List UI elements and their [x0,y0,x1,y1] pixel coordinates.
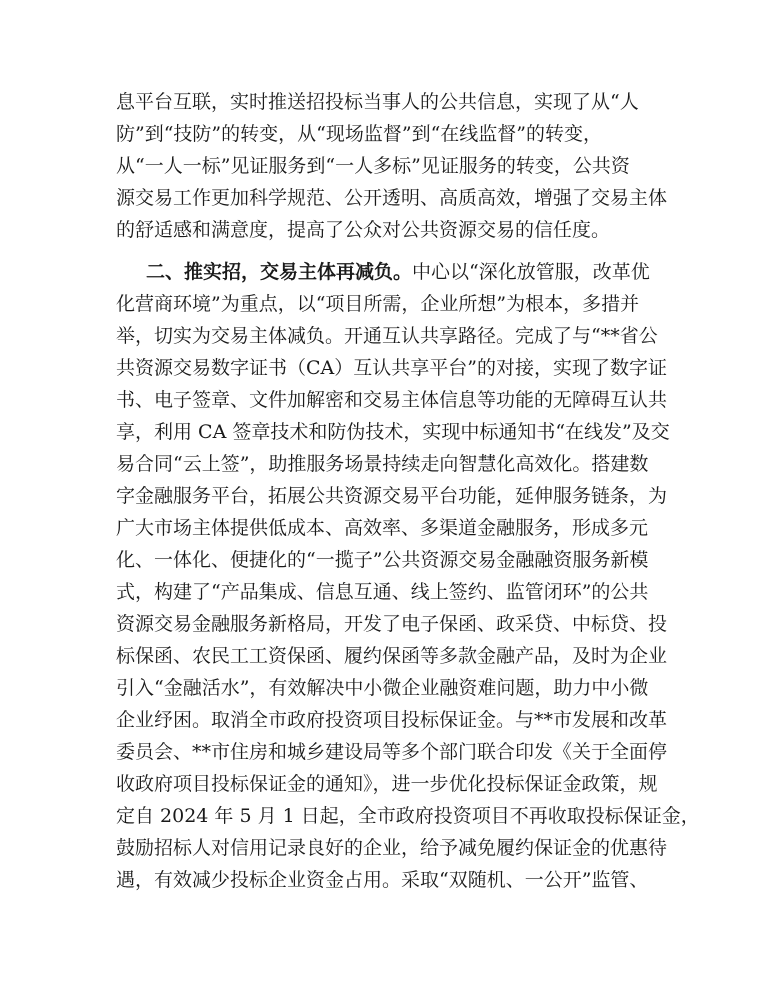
section-first-line [146,260,650,284]
section-heading: 二、推实招，交易主体再减负。 [146,261,413,283]
paragraph-line: 定自 2024 年 5 月 1 日起，全市政府投资项目不再收取投标保证金， [116,805,700,827]
paragraph-line: 共资源交易数字证书（CA）互认共享平台”的对接，实现了数字证 [116,357,667,379]
paragraph-line: 资源交易金融服务新格局，开发了电子保函、政采贷、中标贷、投 [116,613,668,635]
paragraph-line: 遇，有效减少投标企业资金占用。采取“双随机、一公开”监管、 [116,869,649,891]
paragraph-line: 式，构建了“产品集成、信息互通、线上签约、监管闭环”的公共 [116,581,649,603]
paragraph-line: 易合同“云上签”，助推服务场景持续走向智慧化高效化。搭建数 [116,453,649,475]
paragraph-line: 举，切实为交易主体减负。开通互认共享路径。完成了与“**省公 [116,325,658,347]
paragraph-line: 字金融服务平台，拓展公共资源交易平台功能，延伸服务链条，为 [116,485,668,507]
paragraph-line: 从“一人一标”见证服务到“一人多标”见证服务的转变，公共资 [116,155,630,177]
paragraph-line: 息平台互联，实时推送招投标当事人的公共信息，实现了从“人 [116,91,639,113]
paragraph-line: 委员会、**市住房和城乡建设局等多个部门联合印发《关于全面停 [116,741,668,763]
paragraph-line: 引入“金融活水”，有效解决中小微企业融资难问题，助力中小微 [116,677,649,699]
paragraph-line: 化营商环境”为重点，以“项目所需，企业所想”为根本，多措并 [116,293,640,315]
paragraph-line: 企业纾困。取消全市政府投资项目投标保证金。与**市发展和改革 [116,709,668,731]
paragraph-line: 书、电子签章、文件加解密和交易主体信息等功能的无障碍互认共 [116,389,668,411]
paragraph-line: 标保函、农民工工资保函、履约保函等多款金融产品，及时为企业 [116,645,668,667]
paragraph-line: 源交易工作更加科学规范、公开透明、高质高效，增强了交易主体 [116,187,668,209]
paragraph-line: 广大市场主体提供低成本、高效率、多渠道金融服务，形成多元 [116,517,649,539]
section-lead-text: 中心以“深化放管服，改革优 [412,261,650,283]
paragraph-line: 的舒适感和满意度，提高了公众对公共资源交易的信任度。 [116,219,611,241]
paragraph-line: 鼓励招标人对信用记录良好的企业，给予减免履约保证金的优惠待 [116,837,668,859]
paragraph-line: 享，利用 CA 签章技术和防伪技术，实现中标通知书“在线发”及交 [116,421,670,443]
paragraph-line: 化、一体化、便捷化的“一揽子”公共资源交易金融融资服务新模 [116,549,649,571]
paragraph-line: 防”到“技防”的转变，从“现场监督”到“在线监督”的转变， [116,123,602,145]
paragraph-line: 收政府项目投标保证金的通知》，进一步优化投标保证金政策，规 [116,773,658,795]
